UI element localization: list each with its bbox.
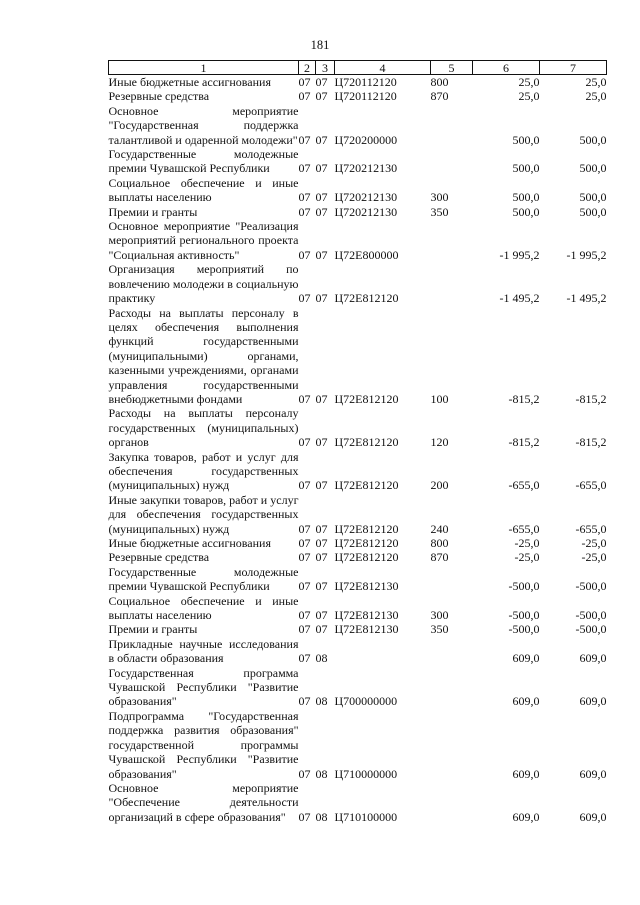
row-section: 07 (298, 291, 311, 306)
row-target-article: Ц72E812120 (334, 391, 399, 406)
row-amount-col7: -25,0 (581, 536, 607, 550)
row-amount-col6: -1 495,2 (499, 291, 540, 306)
row-subsection: 07 (315, 132, 328, 147)
row-name: Государственные молодежные премии Чувашской Республики (108, 564, 299, 594)
row-amount-col7: 609,0 (579, 694, 607, 709)
row-target-article: Ц720200000 (334, 132, 398, 147)
row-expense-type: 350 (430, 622, 449, 637)
row-subsection: 07 (315, 622, 328, 637)
row-section: 07 (298, 204, 311, 219)
row-subsection: 07 (315, 161, 328, 176)
page-number: 181 (310, 38, 330, 52)
row-name: Социальное обеспечение и иные выплаты населению (108, 593, 299, 623)
row-section: 07 (298, 247, 311, 262)
row-amount-col6: -500,0 (508, 579, 540, 594)
row-target-article: Ц720112120 (334, 89, 397, 104)
row-subsection: 07 (315, 247, 328, 262)
row-expense-type: 800 (430, 536, 449, 550)
table-row (109, 89, 607, 103)
row-subsection: 07 (315, 478, 328, 493)
table-row (109, 781, 607, 824)
column-header: 5 (431, 61, 473, 75)
row-amount-col6: 500,0 (512, 132, 540, 147)
row-expense-type: 800 (430, 75, 449, 89)
row-subsection: 07 (315, 435, 328, 450)
row-expense-type: 870 (430, 550, 449, 565)
row-subsection: 07 (315, 291, 328, 306)
row-subsection: 08 (315, 766, 328, 781)
row-target-article: Ц72E812120 (334, 521, 399, 536)
row-expense-type (431, 666, 473, 709)
table-row (109, 147, 607, 176)
row-section: 07 (298, 694, 311, 709)
row-section: 07 (298, 190, 311, 205)
row-name: Закупка товаров, работ и услуг для обеспечения государственных (муниципальных) нужд (108, 449, 299, 493)
row-subsection: 07 (315, 608, 328, 623)
row-expense-type (431, 219, 473, 262)
row-expense-type (431, 781, 473, 824)
row-target-article: Ц720212130 (334, 190, 398, 205)
row-subsection: 07 (315, 190, 328, 205)
row-expense-type (431, 637, 473, 666)
row-name: Прикладные научные исследования в области образования (108, 636, 299, 666)
row-expense-type (431, 565, 473, 594)
row-section: 07 (298, 622, 311, 637)
row-amount-col6: 609,0 (512, 809, 540, 824)
row-subsection: 07 (315, 521, 328, 536)
table-row (109, 594, 607, 623)
row-amount-col6: 25,0 (518, 75, 540, 89)
row-target-article: Ц700000000 (334, 694, 398, 709)
table-row (109, 205, 607, 219)
row-section: 07 (298, 435, 311, 450)
row-subsection: 07 (315, 579, 328, 594)
row-section: 07 (298, 809, 311, 824)
row-amount-col6: 500,0 (512, 161, 540, 176)
column-header: 3 (316, 61, 335, 75)
row-expense-type: 300 (430, 190, 449, 205)
row-amount-col6: -655,0 (508, 521, 540, 536)
row-target-article: Ц72E812130 (334, 622, 399, 637)
row-amount-col7: -500,0 (575, 622, 607, 637)
table-row (109, 104, 607, 147)
row-target-article: Ц720212130 (334, 204, 398, 219)
row-section: 07 (298, 391, 311, 406)
row-target-article: Ц72E812120 (334, 291, 399, 306)
row-amount-col6: 609,0 (512, 694, 540, 709)
row-section: 07 (298, 550, 311, 565)
row-target-article: Ц72E812130 (334, 608, 399, 623)
table-row (109, 406, 607, 449)
row-subsection: 08 (315, 809, 328, 824)
row-amount-col7: 609,0 (579, 809, 607, 824)
row-expense-type (431, 104, 473, 147)
row-amount-col6: -815,2 (508, 435, 540, 450)
row-amount-col7: -1 495,2 (566, 291, 607, 306)
row-name: Основное мероприятие "Реализация мероприятий регионального проекта "Социальная активность" (108, 219, 299, 262)
row-amount-col6: 25,0 (518, 89, 540, 104)
row-name: Расходы на выплаты персоналу государственных (муниципальных) органов (108, 406, 299, 450)
row-target-article: Ц720212130 (334, 161, 398, 176)
row-amount-col7: -655,0 (575, 521, 607, 536)
row-section: 07 (298, 478, 311, 493)
row-amount-col7: 500,0 (579, 190, 607, 205)
row-amount-col7: -500,0 (575, 608, 607, 623)
row-amount-col7: -1 995,2 (566, 247, 607, 262)
row-amount-col6: 500,0 (512, 204, 540, 219)
row-expense-type (431, 147, 473, 176)
table-row (109, 219, 607, 262)
row-expense-type (431, 709, 473, 781)
column-header: 7 (540, 61, 607, 75)
row-name: Основное мероприятие "Обеспечение деятельности организаций в сфере образования" (108, 780, 299, 824)
row-section: 07 (298, 579, 311, 594)
row-name: Премии и гранты (108, 622, 198, 637)
table-row (109, 450, 607, 493)
row-name: Резервные средства (108, 89, 210, 104)
row-name: Иные бюджетные ассигнования (108, 536, 271, 550)
table-row (109, 565, 607, 594)
row-amount-col6: -500,0 (508, 608, 540, 623)
row-amount-col7: 500,0 (579, 161, 607, 176)
table-row (109, 550, 607, 564)
row-section: 07 (298, 161, 311, 176)
row-amount-col6: 609,0 (512, 651, 540, 666)
row-section: 07 (298, 766, 311, 781)
column-header: 6 (473, 61, 540, 75)
row-amount-col7: -500,0 (575, 579, 607, 594)
row-name: Резервные средства (108, 550, 210, 565)
row-target-article: Ц720112120 (334, 75, 397, 89)
row-expense-type: 100 (430, 391, 449, 406)
row-amount-col7: -815,2 (575, 435, 607, 450)
column-header: 1 (109, 61, 299, 75)
row-target-article: Ц72E800000 (334, 247, 399, 262)
row-expense-type (431, 262, 473, 305)
row-section: 07 (298, 75, 311, 89)
row-target-article: Ц72E812120 (334, 478, 399, 493)
row-name: Государственная программа Чувашской Республики "Развитие образования" (108, 665, 299, 709)
row-amount-col7: 25,0 (585, 89, 607, 104)
row-expense-type: 870 (430, 89, 449, 104)
row-subsection: 07 (315, 391, 328, 406)
row-target-article: Ц72E812120 (334, 536, 399, 550)
row-target-article: Ц710100000 (334, 809, 398, 824)
column-header: 4 (335, 61, 431, 75)
row-subsection: 07 (315, 204, 328, 219)
row-name: Премии и гранты (108, 204, 198, 219)
row-subsection: 07 (315, 89, 328, 104)
table-row (109, 666, 607, 709)
row-amount-col6: -815,2 (508, 391, 540, 406)
row-section: 07 (298, 132, 311, 147)
row-name: Иные бюджетные ассигнования (108, 75, 271, 89)
row-amount-col6: -1 995,2 (499, 247, 540, 262)
table-row (109, 622, 607, 636)
row-name: Иные закупки товаров, работ и услуг для обеспечения государственных (муниципальных) нужд (108, 492, 299, 536)
row-amount-col6: 500,0 (512, 190, 540, 205)
budget-table (108, 60, 607, 824)
table-row (109, 262, 607, 305)
row-amount-col6: -25,0 (514, 550, 540, 565)
row-expense-type: 240 (430, 521, 449, 536)
row-amount-col7: -655,0 (575, 478, 607, 493)
row-target-article: Ц72E812120 (334, 550, 399, 565)
table-row (109, 493, 607, 536)
table-row (109, 75, 607, 90)
row-target-article (335, 637, 431, 666)
row-expense-type: 200 (430, 478, 449, 493)
row-subsection: 07 (315, 536, 328, 550)
row-amount-col6: -655,0 (508, 478, 540, 493)
row-amount-col6: -25,0 (514, 536, 540, 550)
row-amount-col7: 609,0 (579, 651, 607, 666)
row-amount-col7: 500,0 (579, 204, 607, 219)
row-subsection: 07 (315, 550, 328, 565)
row-name: Государственные молодежные премии Чувашской Республики (108, 147, 299, 176)
table-row (109, 536, 607, 550)
row-amount-col6: -500,0 (508, 622, 540, 637)
row-expense-type: 350 (430, 204, 449, 219)
row-section: 07 (298, 608, 311, 623)
row-section: 07 (298, 651, 311, 666)
row-target-article: Ц710000000 (334, 766, 398, 781)
header-row (109, 61, 607, 75)
row-amount-col7: 609,0 (579, 766, 607, 781)
row-amount-col7: -815,2 (575, 391, 607, 406)
row-name: Организация мероприятий по вовлечению молодежи в социальную практику (108, 262, 299, 306)
row-subsection: 08 (315, 694, 328, 709)
row-target-article: Ц72E812130 (334, 579, 399, 594)
row-name: Расходы на выплаты персоналу в целях обеспечения выполнения функций государственными (муниципальными) органами, казенными учреждениями, органами управления государственными внебюджетными фондами (108, 305, 299, 406)
row-section: 07 (298, 89, 311, 104)
row-amount-col7: 500,0 (579, 132, 607, 147)
table-row (109, 637, 607, 666)
row-section: 07 (298, 536, 311, 550)
table-row (109, 176, 607, 205)
row-expense-type: 120 (430, 435, 449, 450)
row-name: Основное мероприятие "Государственная поддержка талантливой и одаренной молодежи" (108, 103, 299, 147)
table-row (109, 709, 607, 781)
row-name: Подпрограмма "Государственная поддержка развития образования" государственной программы Чувашской Республики "Развитие образования" (108, 708, 299, 781)
row-subsection: 07 (315, 75, 328, 89)
row-name: Социальное обеспечение и иные выплаты населению (108, 175, 299, 205)
row-subsection: 08 (315, 651, 328, 666)
row-amount-col7: -25,0 (581, 550, 607, 565)
table-row (109, 306, 607, 407)
row-expense-type: 300 (430, 608, 449, 623)
row-amount-col6: 609,0 (512, 766, 540, 781)
row-amount-col7: 25,0 (585, 75, 607, 89)
row-target-article: Ц72E812120 (334, 435, 399, 450)
column-header: 2 (299, 61, 316, 75)
row-section: 07 (298, 521, 311, 536)
